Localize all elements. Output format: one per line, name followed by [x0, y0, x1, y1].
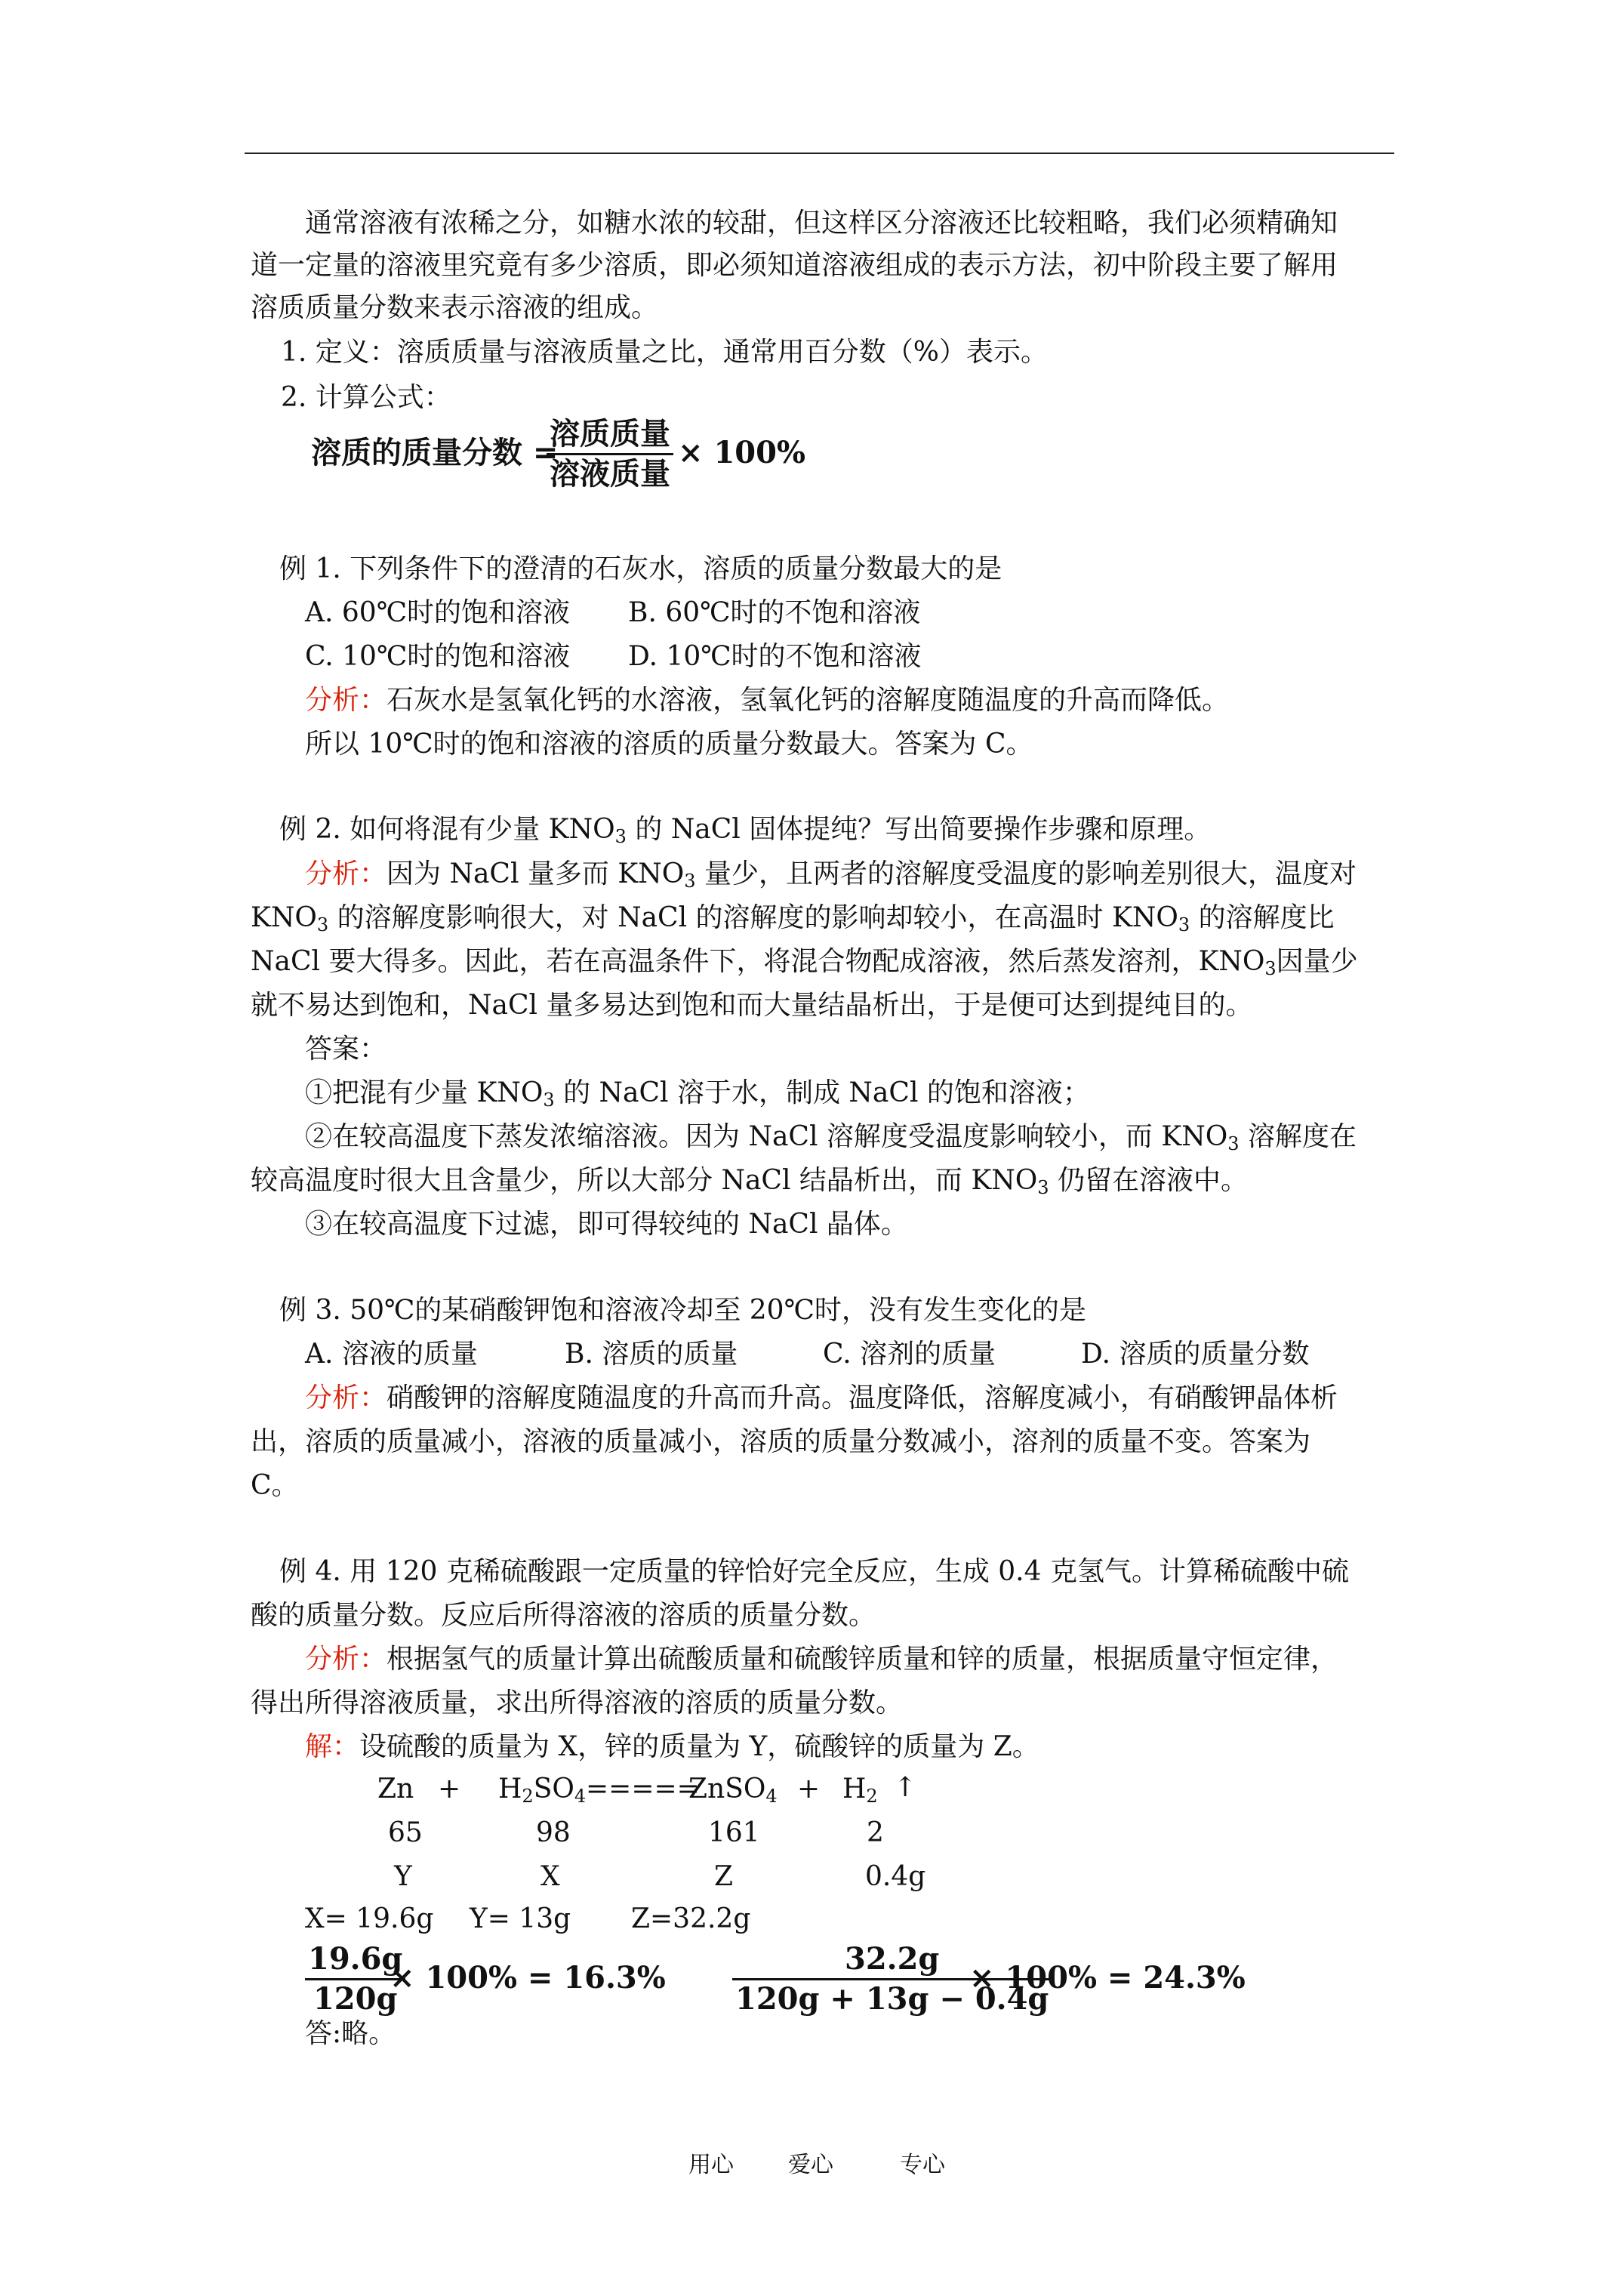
ex1-analysis-2: 所以 10℃时的饱和溶液的溶质的质量分数最大。答案为 C。 — [305, 729, 1033, 760]
ex4-question-1: 例 4. 用 120 克稀硫酸跟一定质量的锌恰好完全反应，生成 0.4 克氢气。计算稀硫酸中硫 — [279, 1556, 1349, 1587]
eq-arrow: ===== — [586, 1774, 700, 1804]
solve-label: 解： — [305, 1731, 360, 1762]
mass-znso4: 161 — [708, 1817, 760, 1848]
footer-text-2: 爱心 — [788, 2152, 833, 2178]
analysis-label: 分析： — [305, 858, 387, 889]
fraction-znso4-result: × 100% = 24.3% — [969, 1960, 1246, 1996]
var-x: X — [540, 1861, 560, 1892]
formula-title: 2. 计算公式： — [281, 382, 451, 413]
ex4-analysis-1: 分析：根据氢气的质量计算出硫酸质量和硫酸锌质量和锌的质量，根据质量守恒定律， — [305, 1644, 1338, 1675]
ex4-question-2: 酸的质量分数。反应后所得溶液的溶质的质量分数。 — [251, 1600, 876, 1631]
header-rule — [245, 153, 1394, 154]
definition: 1. 定义：溶质质量与溶液质量之比，通常用百分数（%）表示。 — [281, 337, 1048, 368]
mass-zn: 65 — [388, 1817, 423, 1848]
ex3-option-c: C. 溶剂的质量 — [823, 1339, 996, 1370]
var-h2-mass: 0.4g — [865, 1861, 926, 1892]
ex1-option-d: D. 10℃时的不饱和溶液 — [628, 641, 922, 672]
footer-text-3: 专心 — [900, 2152, 945, 2178]
ex2-analysis-4: 就不易达到饱和，NaCl 量多易达到饱和而大量结晶析出，于是便可达到提纯目的。 — [251, 990, 1253, 1021]
result-x: X= 19.6g — [305, 1903, 434, 1934]
ex2-step-2: ②在较高温度下蒸发浓缩溶液。因为 NaCl 溶解度受温度影响较小，而 $KNO_3$ 溶解度在 — [305, 1121, 1357, 1154]
eq-plus-1: + — [438, 1774, 461, 1804]
ex3-analysis-1: 分析：硝酸钾的溶解度随温度的升高而升高。温度降低，溶解度减小，有硝酸钾晶体析 — [305, 1382, 1338, 1413]
ex3-option-b: B. 溶质的质量 — [565, 1339, 738, 1370]
formula-suffix: × 100% — [678, 435, 805, 470]
fraction-denominator: 120g — [313, 1981, 398, 2017]
ex3-analysis-3: C。 — [251, 1470, 299, 1501]
ex1-option-c: C. 10℃时的饱和溶液 — [305, 641, 571, 672]
analysis-label: 分析： — [305, 1644, 387, 1675]
ex1-analysis — [305, 684, 1229, 717]
fraction-h2so4-result: × 100% = 16.3% — [390, 1960, 666, 1996]
ex3-analysis-2: 出，溶质的质量减小，溶液的质量减小，溶质的质量分数减小，溶剂的质量不变。答案为 — [251, 1426, 1311, 1457]
ex2-analysis-1: 分析：因为 NaCl 量多而 $KNO_3$ 量少，且两者的溶解度受温度的影响差别很大，温度对 — [305, 858, 1357, 892]
ex2-analysis-3: NaCl 要大得多。因此，若在高温条件下，将混合物配成溶液，然后蒸发溶剂，$KNO_3$因量少 — [251, 946, 1358, 979]
var-y: Y — [394, 1861, 412, 1892]
eq-up-arrow: ↑ — [894, 1772, 917, 1803]
ex2-step-2-cont: 较高温度时很大且含量少，所以大部分 NaCl 结晶析出，而 $KNO_3$ 仍留在溶液中。 — [251, 1165, 1248, 1198]
ex2-analysis-2: $KNO_3$ 的溶解度影响很大，对 NaCl 的溶解度的影响却较小，在高温时 $KNO_3$ 的溶解度比 — [251, 902, 1335, 935]
intro-line-2: 道一定量的溶液里究竟有多少溶质，即必须知道溶液组成的表示方法，初中阶段主要了解用 — [251, 250, 1338, 281]
ex4-answer: 答:略。 — [305, 2018, 396, 2049]
analysis-label: 分析： — [305, 685, 387, 716]
formula-numerator: 溶质质量 — [550, 416, 670, 451]
ex2-step-1: ①把混有少量 $KNO_3$ 的 NaCl 溶于水，制成 NaCl 的饱和溶液； — [305, 1077, 1090, 1111]
ex2-answer-label: 答案： — [305, 1034, 387, 1065]
mass-h2: 2 — [867, 1817, 884, 1848]
ex3-option-a: A. 溶液的质量 — [305, 1339, 478, 1370]
eq-h2: $H_2$ — [842, 1774, 878, 1807]
fraction-numerator: 19.6g — [308, 1941, 403, 1977]
ex1-analysis-text: 石灰水是氢氧化钙的水溶液，氢氧化钙的溶解度随温度的升高而降低。 — [387, 685, 1230, 716]
result-y: Y= 13g — [470, 1903, 571, 1934]
ex2-step-3: ③在较高温度下过滤，即可得较纯的 NaCl 晶体。 — [305, 1209, 908, 1240]
eq-zn: Zn — [377, 1774, 414, 1804]
ex2-question: 例 2. 如何将混有少量 $KNO_3$ 的 NaCl 固体提纯？写出简要操作步骤和原理。 — [279, 814, 1212, 847]
fraction-numerator: 32.2g — [845, 1941, 940, 1977]
var-z: Z — [714, 1861, 734, 1892]
eq-znso4: ZnSO$_4$ — [688, 1774, 778, 1807]
ex3-option-d: D. 溶质的质量分数 — [1081, 1339, 1310, 1370]
formula-denominator: 溶液质量 — [550, 456, 670, 492]
ex1-option-b: B. 60℃时的不饱和溶液 — [628, 597, 921, 628]
ex1-option-a: A. 60℃时的饱和溶液 — [305, 597, 570, 628]
footer-text-1: 用心 — [688, 2152, 734, 2178]
result-z: Z=32.2g — [631, 1903, 751, 1934]
ex4-analysis-2: 得出所得溶液质量，求出所得溶液的溶质的质量分数。 — [251, 1687, 904, 1718]
ex4-solve: 解：设硫酸的质量为 X，锌的质量为 Y，硫酸锌的质量为 Z。 — [305, 1731, 1039, 1762]
analysis-label: 分析： — [305, 1382, 387, 1413]
eq-plus-2: + — [797, 1774, 821, 1804]
formula-fraction — [547, 415, 673, 493]
mass-h2so4: 98 — [536, 1817, 571, 1848]
formula-lhs: 溶质的质量分数 = — [311, 435, 559, 470]
eq-h2so4: $H_2SO_4$ — [498, 1774, 587, 1807]
intro-line-1: 通常溶液有浓稀之分，如糖水浓的较甜，但这样区分溶液还比较粗略，我们必须精确知 — [305, 208, 1338, 239]
fraction-denominator: 120g + 13g − 0.4g — [735, 1981, 1049, 2017]
ex3-question: 例 3. 50℃的某硝酸钾饱和溶液冷却至 20℃时，没有发生变化的是 — [279, 1295, 1086, 1326]
ex1-question: 例 1. 下列条件下的澄清的石灰水，溶质的质量分数最大的是 — [279, 553, 1002, 584]
intro-line-3: 溶质质量分数来表示溶液的组成。 — [251, 292, 659, 323]
